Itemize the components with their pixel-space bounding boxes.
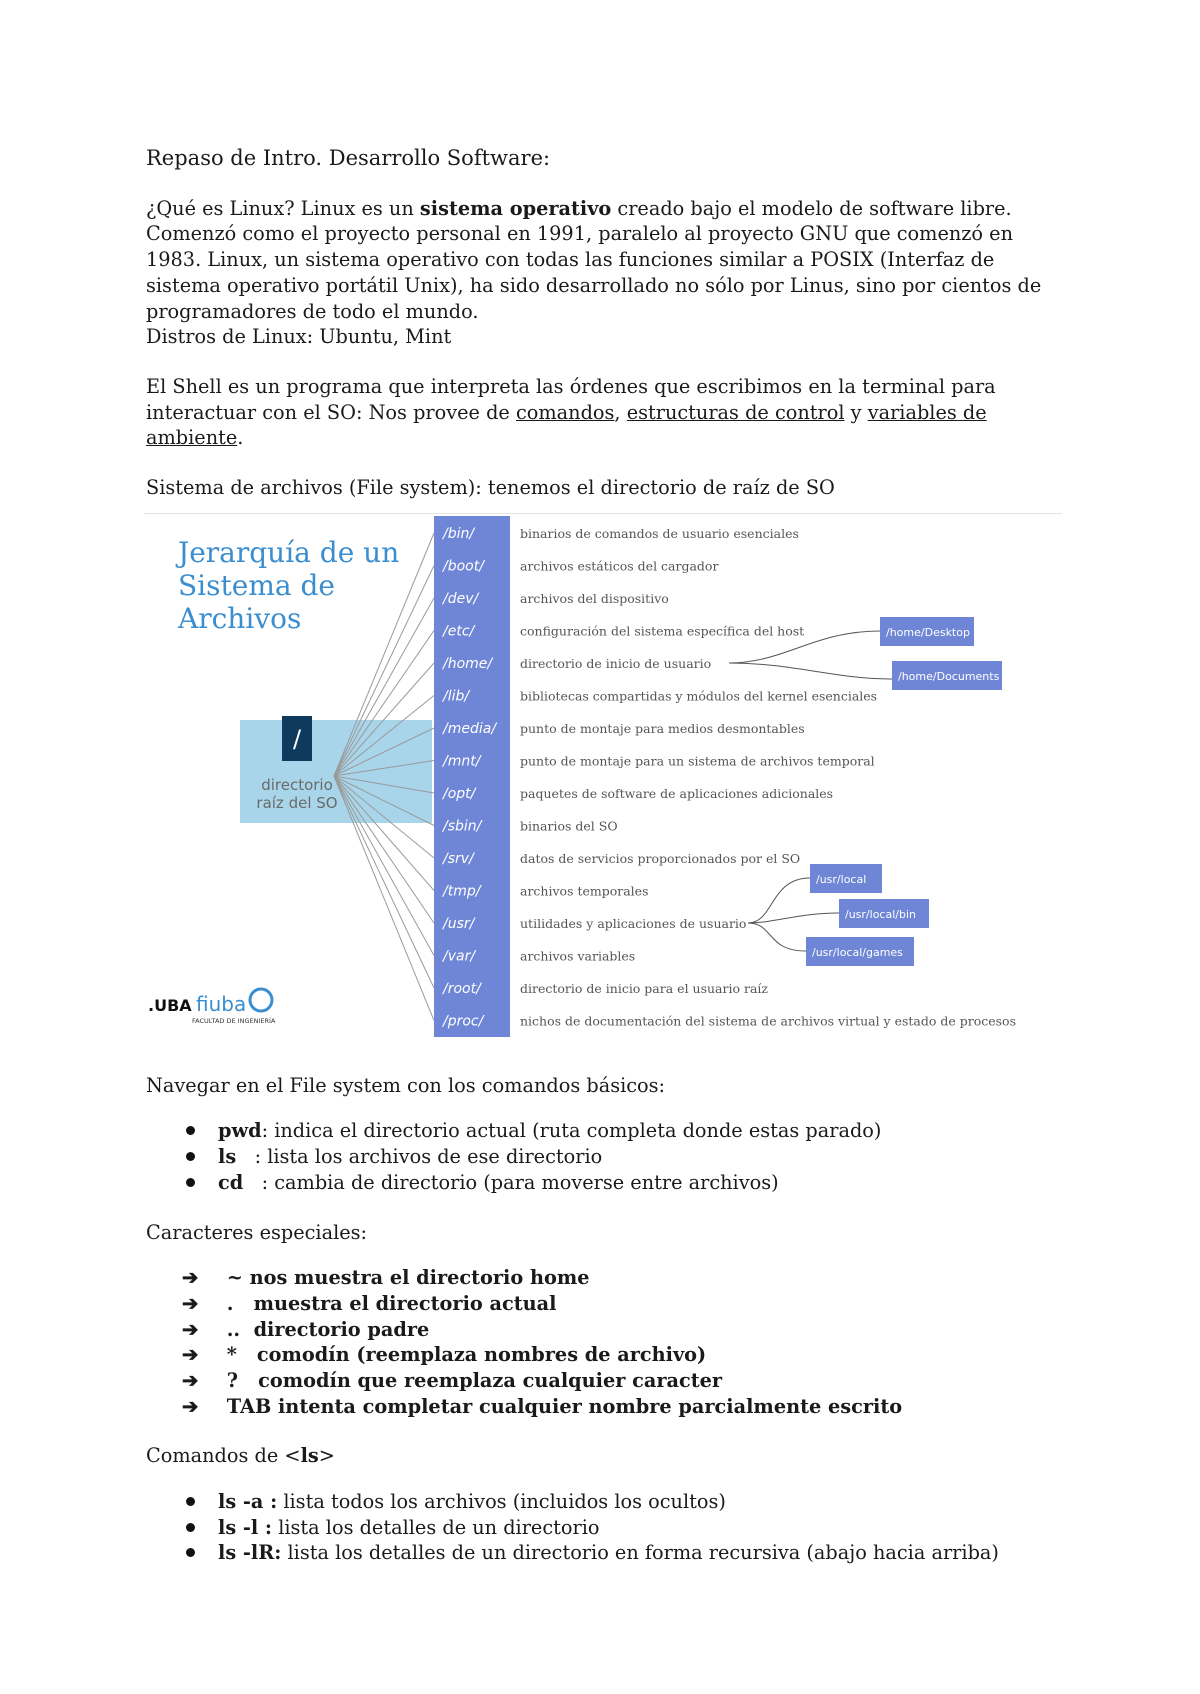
directory-description: paquetes de software de aplicaciones adicionales bbox=[520, 785, 834, 801]
branch-line bbox=[748, 923, 806, 951]
bullet-icon bbox=[186, 1497, 195, 1506]
directory-label: /lib/ bbox=[443, 688, 470, 705]
bullet-icon bbox=[186, 1523, 195, 1532]
linux-paragraph: ¿Qué es Linux? Linux es un sistema operativo creado bajo el modelo de software libre. Comenzó como el proyecto personal en 1991, paralelo al proyecto GNU que comenzó en 1983. Linux, un sistema operativo con todas las funciones similar a POSIX (Interfaz de sistema operativo portátil Unix), ha sido desarrollado no sólo por Linus, sino por cientos de programadores de todo el mundo. Distros de Linux: Ubuntu, Mint bbox=[146, 196, 1042, 349]
directory-label: /boot/ bbox=[443, 558, 484, 575]
directory-description: punto de montaje para medios desmontables bbox=[520, 720, 805, 736]
logo-text-fiuba: fiuba bbox=[196, 991, 247, 1016]
directory-label: /root/ bbox=[443, 980, 481, 997]
list-item bbox=[146, 1144, 1066, 1170]
logo-text-uba: .UBA bbox=[148, 995, 192, 1015]
directory-label: /media/ bbox=[443, 720, 497, 737]
directory-label: /bin/ bbox=[443, 525, 475, 542]
filesystem-diagram bbox=[144, 513, 1062, 1037]
diagram-title-line: Jerarquía de un bbox=[178, 535, 400, 569]
directory-description: directorio de inicio para el usuario raíz bbox=[520, 980, 768, 996]
subdirectory-label: /home/Documents bbox=[898, 669, 1000, 683]
diagram-title-line: Archivos bbox=[178, 601, 302, 635]
directory-description: archivos del dispositivo bbox=[520, 590, 669, 606]
list-item bbox=[146, 1265, 1066, 1291]
arrow-icon: ➔ bbox=[182, 1291, 199, 1315]
directory-description: punto de montaje para un sistema de archivos temporal bbox=[520, 753, 875, 769]
list-item bbox=[146, 1291, 1066, 1317]
special-char-text: TAB intenta completar cualquier nombre parcialmente escrito bbox=[220, 1394, 903, 1418]
command-description: : cambia de directorio (para moverse entre archivos) bbox=[243, 1170, 779, 1194]
directory-label: /mnt/ bbox=[443, 753, 481, 770]
diagram-title-line: Sistema de bbox=[178, 568, 335, 602]
ls-command-list bbox=[146, 1489, 1066, 1566]
directory-label: /proc/ bbox=[443, 1013, 484, 1030]
special-chars-list bbox=[146, 1265, 1066, 1419]
command-name: pwd bbox=[218, 1119, 262, 1143]
ls-section-title: Comandos de <ls> bbox=[146, 1444, 335, 1468]
list-item bbox=[146, 1170, 1066, 1196]
directory-label: /sbin/ bbox=[443, 818, 482, 835]
subdirectory-label: /usr/local/bin bbox=[845, 907, 916, 921]
list-item bbox=[146, 1540, 1066, 1566]
directory-description: bibliotecas compartidas y módulos del kernel esenciales bbox=[520, 688, 878, 704]
filesystem-diagram-svg bbox=[144, 514, 1062, 1037]
arrow-icon: ➔ bbox=[182, 1368, 199, 1392]
subdirectory-label: /usr/local/games bbox=[812, 945, 903, 959]
arrow-icon: ➔ bbox=[182, 1317, 199, 1341]
distros-line: Distros de Linux: Ubuntu, Mint bbox=[146, 325, 452, 349]
special-char-text: * comodín (reemplaza nombres de archivo) bbox=[220, 1343, 707, 1367]
directory-label: /dev/ bbox=[443, 590, 479, 607]
list-item bbox=[146, 1368, 1066, 1394]
bullet-icon bbox=[186, 1178, 195, 1187]
list-item bbox=[146, 1342, 1066, 1368]
directory-label: /home/ bbox=[443, 655, 493, 672]
directory-description: binarios del SO bbox=[520, 818, 618, 834]
command-name: ls -lR: bbox=[218, 1541, 282, 1565]
bullet-icon bbox=[186, 1548, 195, 1557]
list-item bbox=[146, 1118, 1066, 1144]
arrow-icon: ➔ bbox=[182, 1266, 199, 1290]
filesystem-intro: Sistema de archivos (File system): tenemos el directorio de raíz de SO bbox=[146, 476, 835, 500]
directory-description: archivos temporales bbox=[520, 883, 649, 899]
directory-description: configuración del sistema específica del host bbox=[520, 623, 805, 639]
command-name: ls -l : bbox=[218, 1515, 273, 1539]
command-description: : indica el directorio actual (ruta completa donde estas parado) bbox=[261, 1119, 882, 1143]
subdirectory-label: /home/Desktop bbox=[886, 625, 970, 639]
directory-description: archivos variables bbox=[520, 948, 636, 964]
special-char-text: ? comodín que reemplaza cualquier caracter bbox=[220, 1368, 723, 1392]
root-label-line: raíz del SO bbox=[256, 793, 338, 812]
bullet-icon bbox=[186, 1152, 195, 1161]
root-label-line: directorio bbox=[261, 775, 333, 794]
page-title: Repaso de Intro. Desarrollo Software: bbox=[146, 146, 551, 170]
directory-description: archivos estáticos del cargador bbox=[520, 558, 719, 574]
list-item bbox=[146, 1317, 1066, 1343]
command-name: ls bbox=[218, 1145, 237, 1169]
directory-description: directorio de inicio de usuario bbox=[520, 655, 712, 671]
special-char-text: ~ nos muestra el directorio home bbox=[220, 1266, 590, 1290]
bold-term: sistema operativo bbox=[419, 196, 612, 220]
list-item bbox=[146, 1394, 1066, 1420]
list-item bbox=[146, 1489, 1066, 1515]
list-item bbox=[146, 1515, 1066, 1541]
command-description: : lista los archivos de ese directorio bbox=[236, 1145, 603, 1169]
command-description: lista los detalles de un directorio bbox=[272, 1515, 600, 1539]
directory-label: /srv/ bbox=[443, 850, 474, 867]
directory-label: /var/ bbox=[443, 948, 476, 965]
bullet-icon bbox=[186, 1126, 195, 1135]
shell-paragraph: El Shell es un programa que interpreta las órdenes que escribimos en la terminal para interactuar con el SO: Nos provee de comandos, estructuras de control y variables de ambiente. bbox=[146, 374, 996, 450]
underlined-control-structures: estructuras de control bbox=[626, 400, 845, 424]
underlined-commands: comandos bbox=[515, 400, 615, 424]
nav-command-list bbox=[146, 1118, 1066, 1195]
logo-globe-icon bbox=[250, 989, 272, 1011]
arrow-icon: ➔ bbox=[182, 1394, 199, 1418]
directory-label: /tmp/ bbox=[443, 883, 481, 900]
document-body bbox=[146, 146, 1066, 1590]
special-char-text: . muestra el directorio actual bbox=[220, 1291, 557, 1315]
underlined-env-vars: variables de ambiente bbox=[146, 400, 987, 450]
directory-description: utilidades y aplicaciones de usuario bbox=[520, 915, 747, 931]
command-name: ls -a : bbox=[218, 1490, 278, 1514]
directory-label: /opt/ bbox=[443, 785, 476, 802]
root-symbol: / bbox=[292, 724, 302, 753]
command-description: lista todos los archivos (incluidos los ocultos) bbox=[277, 1490, 726, 1514]
special-char-text: .. directorio padre bbox=[220, 1317, 430, 1341]
command-description: lista los detalles de un directorio en forma recursiva (abajo hacia arriba) bbox=[281, 1541, 999, 1565]
subdirectory-label: /usr/local bbox=[816, 872, 867, 886]
logo-subtitle: FACULTAD DE INGENIERÍA bbox=[192, 1016, 276, 1025]
directory-description: binarios de comandos de usuario esenciales bbox=[520, 525, 799, 541]
nav-section-title: Navegar en el File system con los comandos básicos: bbox=[146, 1073, 666, 1097]
branch-line bbox=[729, 663, 892, 679]
arrow-icon: ➔ bbox=[182, 1343, 199, 1367]
directory-description: nichos de documentación del sistema de archivos virtual y estado de procesos bbox=[520, 1013, 1016, 1029]
directory-label: /usr/ bbox=[443, 915, 475, 932]
command-name: cd bbox=[218, 1170, 244, 1194]
directory-description: datos de servicios proporcionados por el SO bbox=[520, 850, 801, 866]
directory-label: /etc/ bbox=[443, 623, 475, 640]
special-chars-title: Caracteres especiales: bbox=[146, 1220, 368, 1244]
